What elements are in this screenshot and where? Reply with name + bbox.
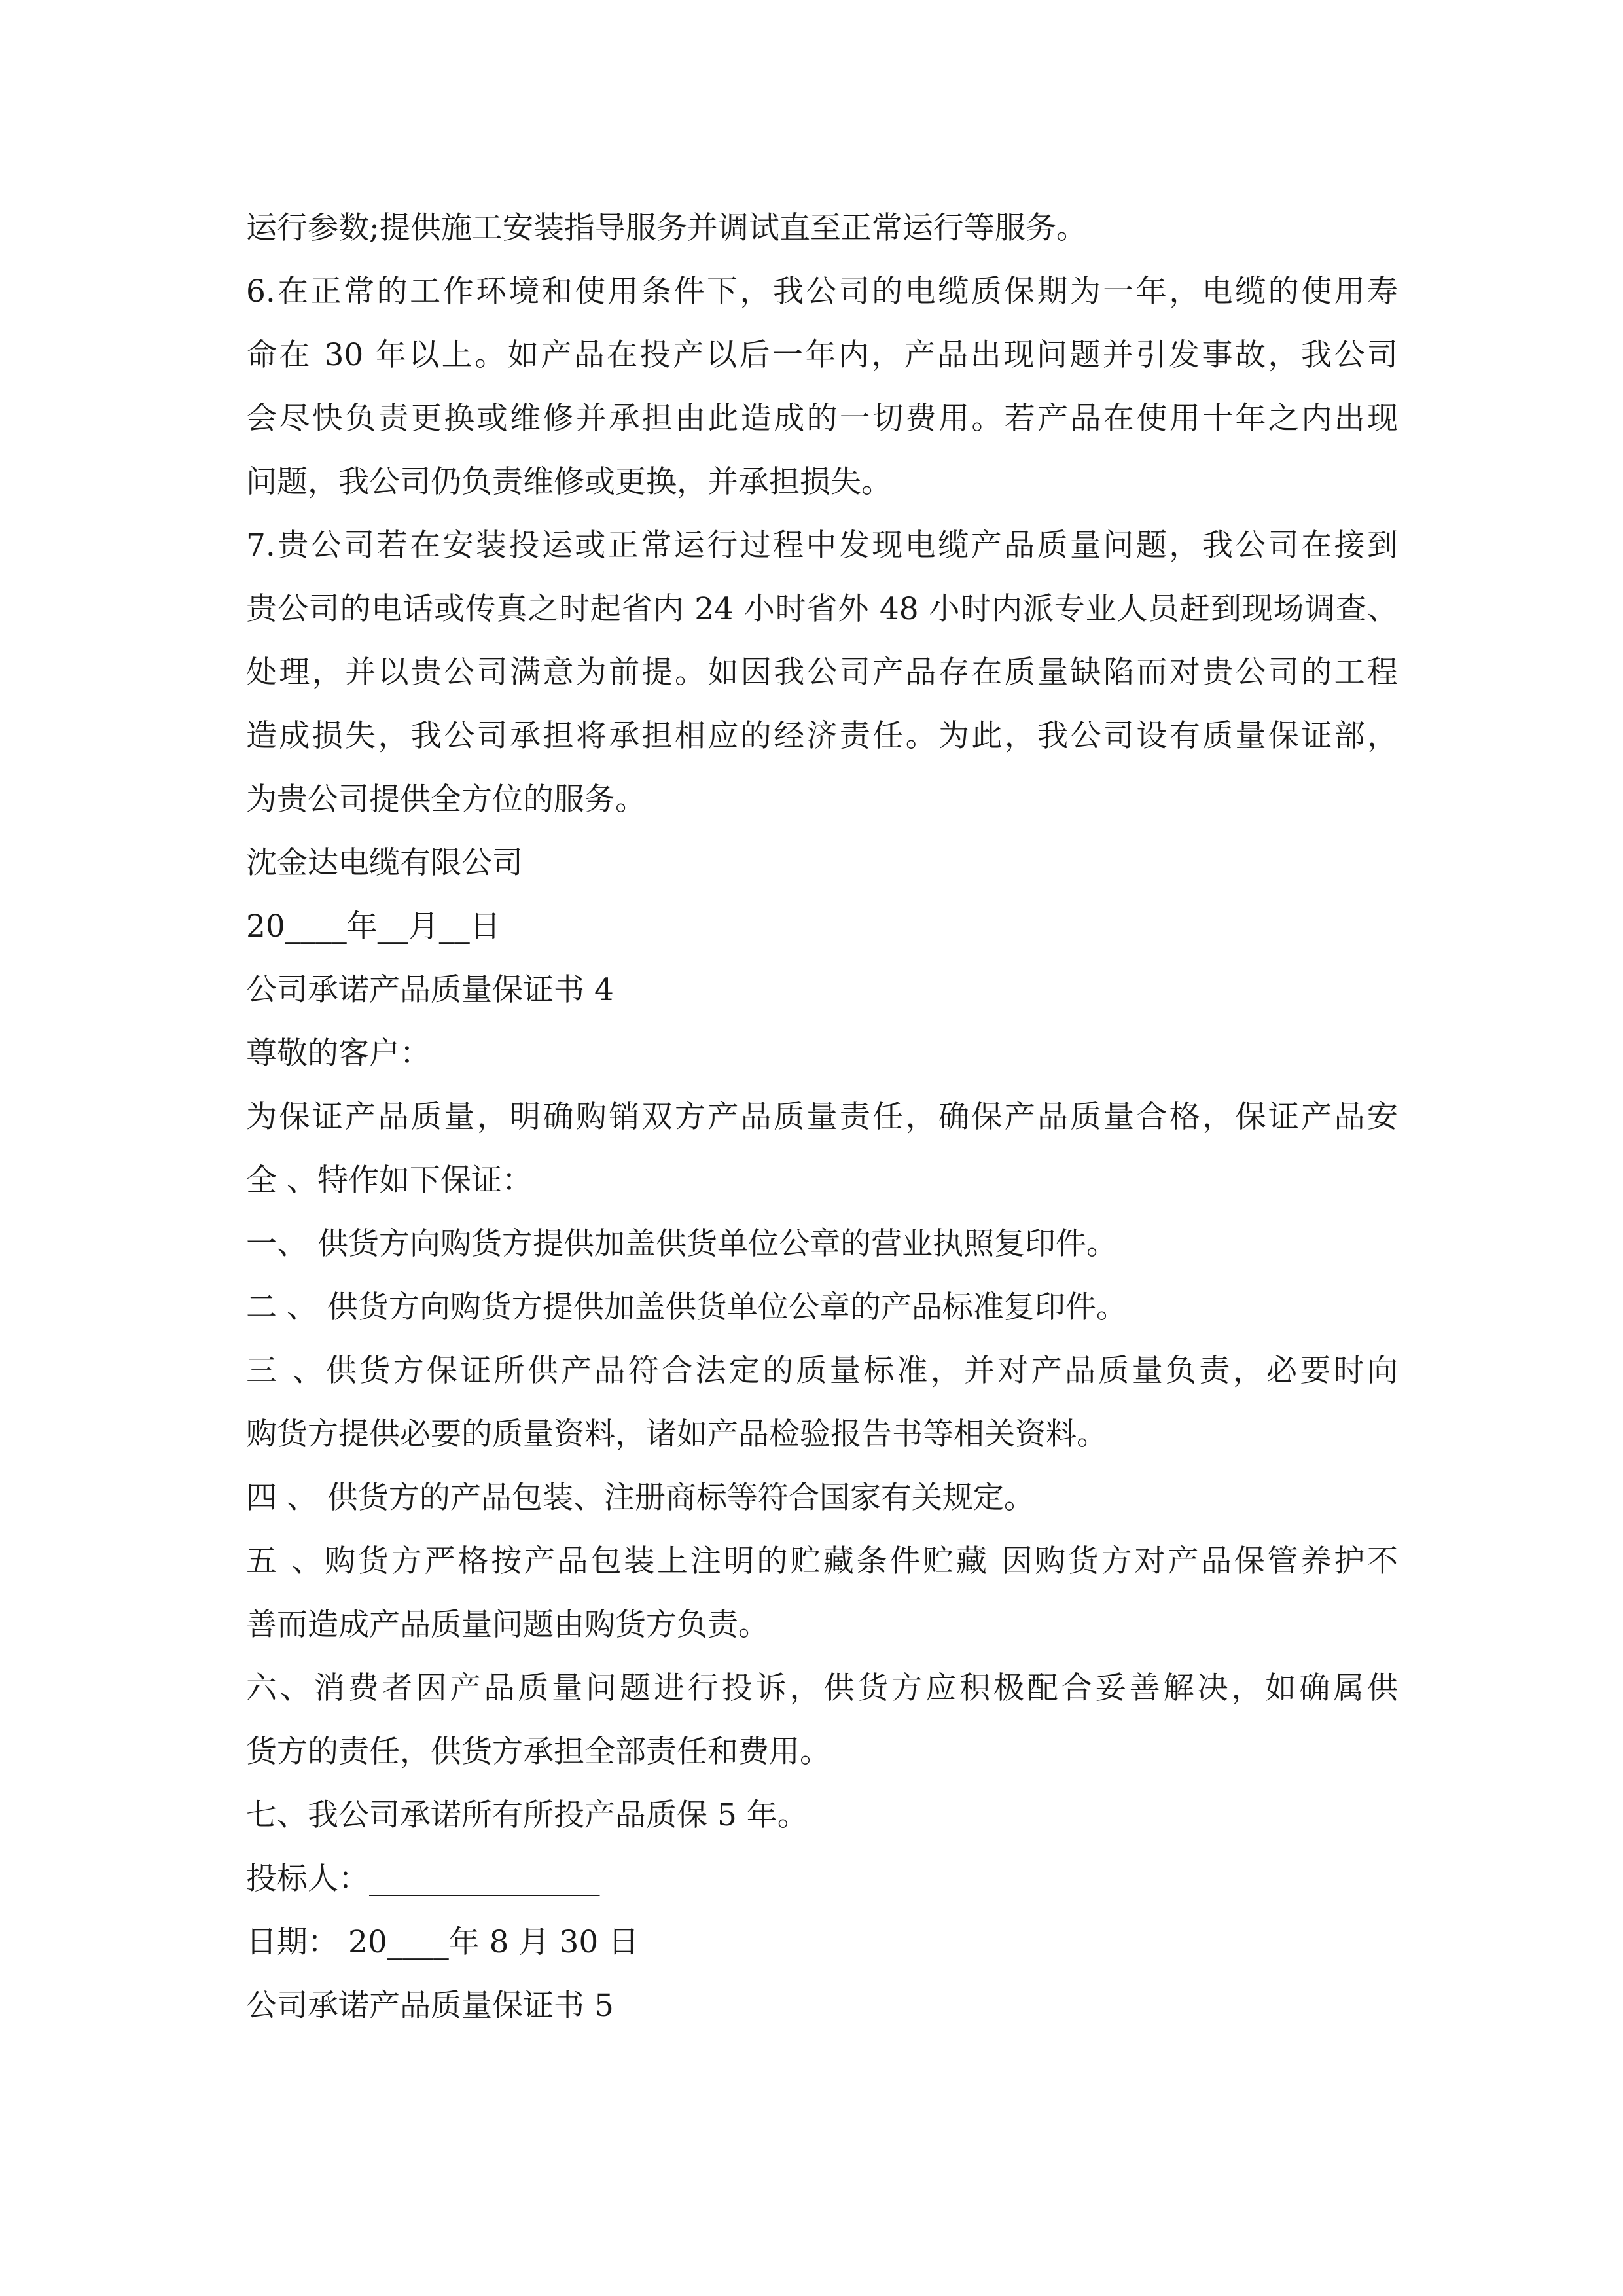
text-line: 6.在正常的工作环境和使用条件下，我公司的电缆质保期为一年，电缆的使用寿 (246, 274, 1398, 310)
list-item: 购货方提供必要的质量资料，诸如产品检验报告书等相关资料。 (246, 1416, 1107, 1452)
list-item: 七、我公司承诺所有所投产品质保 5 年。 (246, 1797, 808, 1833)
date-line: 日期： 20____年 8 月 30 日 (246, 1924, 639, 1960)
bidder-line: 投标人：_______________ (246, 1861, 600, 1897)
text-line: 运行参数;提供施工安装指导服务并调试直至正常运行等服务。 (246, 210, 1087, 246)
text-line: 贵公司的电话或传真之时起省内 24 小时省外 48 小时内派专业人员赶到现场调查、 (246, 591, 1398, 627)
text-line: 为保证产品质量，明确购销双方产品质量责任，确保产品质量合格，保证产品安 (246, 1099, 1398, 1135)
text-line: 7.贵公司若在安装投运或正常运行过程中发现电缆产品质量问题，我公司在接到 (246, 528, 1398, 564)
list-item: 五 、购货方严格按产品包装上注明的贮藏条件贮藏 因购货方对产品保管养护不 (246, 1543, 1398, 1579)
section-title: 公司承诺产品质量保证书 5 (246, 1988, 614, 2024)
list-item: 六、消费者因产品质量问题进行投诉，供货方应积极配合妥善解决，如确属供 (246, 1670, 1398, 1706)
company-signature: 沈金达电缆有限公司 (246, 845, 523, 881)
section-title: 公司承诺产品质量保证书 4 (246, 972, 614, 1008)
document-body (246, 196, 1398, 2037)
list-item: 三 、供货方保证所供产品符合法定的质量标准，并对产品质量负责，必要时向 (246, 1353, 1398, 1389)
salutation: 尊敬的客户： (246, 1035, 431, 1071)
list-item: 四 、 供货方的产品包装、注册商标等符合国家有关规定。 (246, 1480, 1035, 1516)
text-line: 会尽快负责更换或维修并承担由此造成的一切费用。若产品在使用十年之内出现 (246, 401, 1398, 437)
text-line: 命在 30 年以上。如产品在投产以后一年内，产品出现问题并引发事故，我公司 (246, 337, 1398, 373)
list-item: 货方的责任，供货方承担全部责任和费用。 (246, 1734, 830, 1770)
list-item: 一、 供货方向购货方提供加盖供货单位公章的营业执照复印件。 (246, 1226, 1117, 1262)
text-line: 为贵公司提供全方位的服务。 (246, 781, 646, 817)
text-line: 问题，我公司仍负责维修或更换，并承担损失。 (246, 464, 892, 500)
list-item: 善而造成产品质量问题由购货方负责。 (246, 1607, 769, 1643)
text-line: 全 、特作如下保证： (246, 1162, 533, 1198)
date-line: 20____年__月__日 (246, 908, 501, 944)
text-line: 处理，并以贵公司满意为前提。如因我公司产品存在质量缺陷而对贵公司的工程 (246, 655, 1398, 691)
list-item: 二 、 供货方向购货方提供加盖供货单位公章的产品标准复印件。 (246, 1289, 1127, 1325)
text-line: 造成损失，我公司承担将承担相应的经济责任。为此，我公司设有质量保证部， (246, 718, 1398, 754)
